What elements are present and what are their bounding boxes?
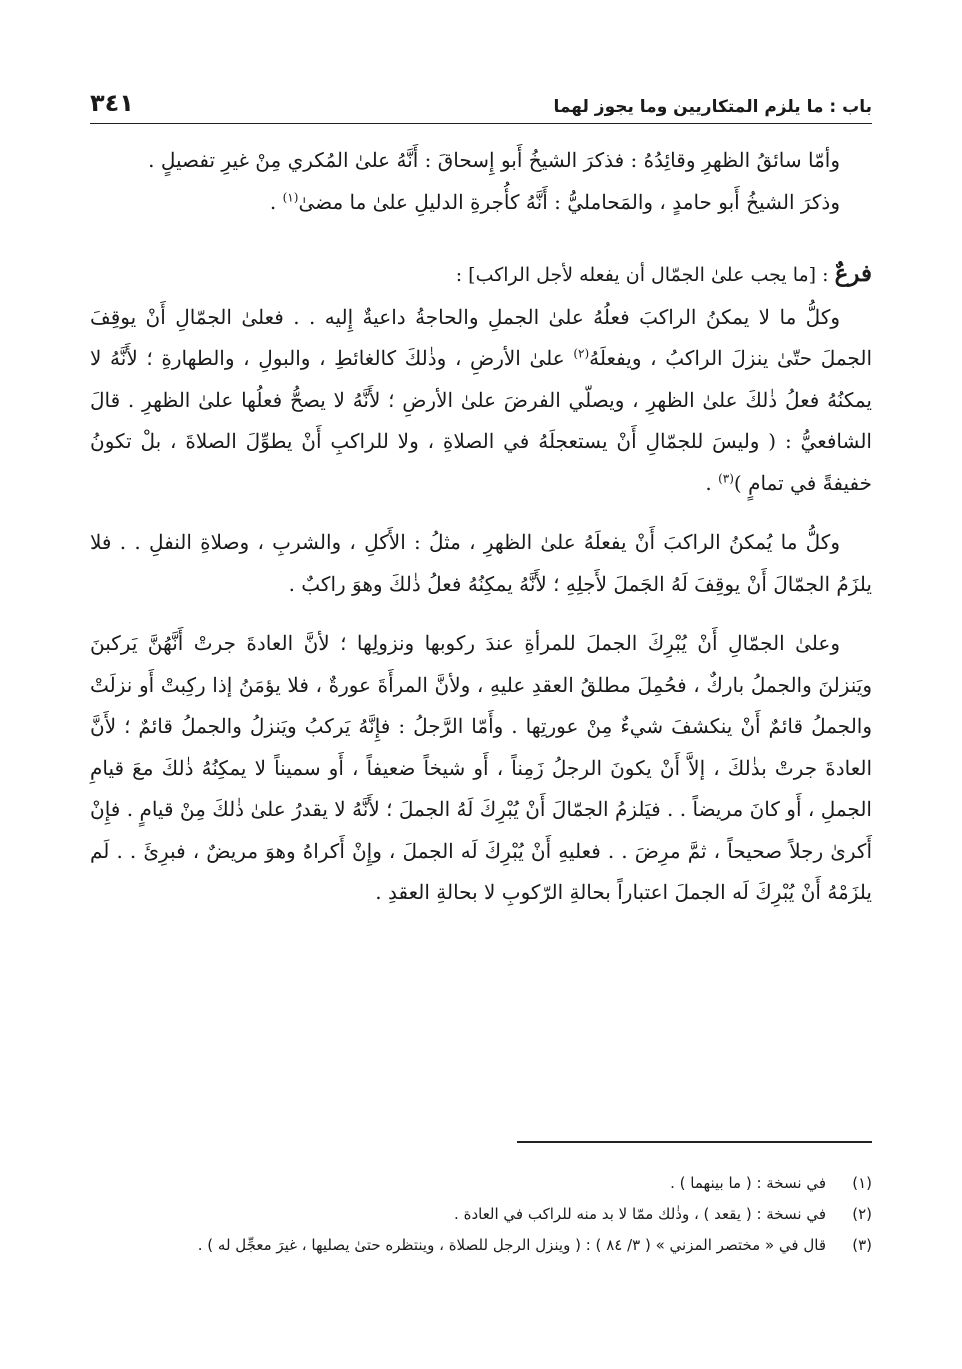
footnote-text: قال في « مختصر المزني » ( ٣/ ٨٤ ) : ( وينزل الرجل للصلاة ، وينتظره حتىٰ يصليها ، غيرَ معجِّل له ) . (197, 1236, 826, 1254)
footnote-number: (١) (852, 1174, 872, 1192)
page-header (90, 84, 872, 124)
paragraph-on-mount: وكلُّ ما يُمكنُ الراكبَ أَنْ يفعلَهُ علىٰ الظهرِ ، مثلُ : الأَكلِ ، والشربِ ، وصلاةِ النفلِ . . فلا يلزَمُ الجمّالَ أَنْ يوقِفَ لَهُ الجَملَ لأَجلِهِ ؛ لأَنَّهُ يمكِنُهُ فعلُ ذٰلكَ وهوَ راكبٌ . (90, 530, 872, 596)
footnote-number: (٣) (852, 1236, 872, 1254)
footnote-ref-1: (١) (282, 189, 299, 204)
footnote-ref-2: (٢) (573, 346, 590, 361)
footnote-text: في نسخة : ( يقعد ) ، وذٰلك ممّا لا بد منه للراكب في العادة . (454, 1205, 826, 1223)
paragraph-guide-fee (90, 182, 872, 224)
paragraph-text: وذكرَ الشيخُ أَبو حامدٍ ، والمَحامليُّ : أَنَّهُ كأُجرةِ الدليلِ علىٰ ما مضىٰ (298, 189, 840, 214)
page-number: ٣٤١ (90, 89, 134, 117)
main-text (90, 140, 872, 914)
running-title: باب : ما يلزم المتكاريين وما يجوز لهما (553, 97, 872, 117)
footnote-1 (90, 1168, 872, 1199)
branch-title: : [ما يجب علىٰ الجمّال أن يفعله لأجل الراكب] : (455, 264, 835, 286)
paragraph-text: علىٰ الأرضِ ، وذٰلكَ كالغائطِ ، والبولِ ، والطهارةِ ؛ لأَنَّهُ لا يمكنُهُ فعلُ ذٰلكَ علىٰ الظهرِ ، ويصلّي الفرضَ علىٰ الأرضِ ؛ لأَنَّهُ لا يصحُّ فعلُها علىٰ الظهرِ . قالَ الشافعيُّ : ( وليسَ للجمّالِ أَنْ يستعجلَهُ في الصلاةِ ، ولا للراكبِ أَنْ يطوِّلَ الصلاةَ ، بلْ تكونُ خفيفةً في تمامٍ ) (90, 346, 872, 495)
paragraph-text: . (705, 470, 719, 495)
footnote-2 (90, 1199, 872, 1230)
paragraph-text: . (269, 189, 283, 214)
paragraph-driver: وأمّا سائقُ الظهرِ وقائِدُهُ : فذكرَ الشيخُ أَبو إِسحاقَ : أَنَّهُ علىٰ المُكري مِنْ غيرِ تفصيلٍ . (148, 148, 840, 172)
paragraph-kneeling-camel: وعلىٰ الجمّالِ أَنْ يُبْرِكَ الجملَ للمرأةِ عندَ ركوبها ونزولِها ؛ لأنَّ العادةَ جرتْ أَنَّهُنَّ يَركبنَ ويَنزلنَ والجملُ باركٌ ، فحُمِلَ مطلقُ العقدِ عليهِ ، ولأنَّ المرأَةَ عورةٌ ، فلا يؤمَنُ إذا ركِبتْ أَو نزلَتْ والجملُ قائمٌ أَنْ ينكشفَ شيءٌ مِنْ عورتِها . وأَمّا الرَّجلُ : فإِنَّهُ يَركبُ ويَنزلُ والجملُ قائمٌ ؛ لأَنَّ العادةَ جرتْ بذٰلكَ ، إلاَّ أَنْ يكونَ الرجلُ زَمِناً ، أَو شيخاً ضعيفاً ، أَو سميناً لا يمكِنُهُ ذٰلكَ معَ قيامِ الجملِ ، أَو كانَ مريضاً . . فيَلزمُ الجمّالَ أَنْ يُبْرِكَ لَهُ الجملَ ؛ لأَنَّهُ لا يقدرُ علىٰ ذٰلكَ مِنْ قيامٍ . فإِنْ أَكرىٰ رجلاً صحيحاً ، ثمَّ مرِضَ . . فعليهِ أَنْ يُبْرِكَ لَه الجملَ ، وإِنْ أَكراهُ وهوَ مريضٌ ، فبرِئَ . . لَم يلزَمْهُ أَنْ يُبْرِكَ لَه الجملَ اعتباراً بحالةِ الرّكوبِ لا بحالةِ العقدِ . (90, 631, 872, 904)
footnote-ref-3: (٣) (718, 470, 734, 485)
paragraph-stopping-camel (90, 297, 872, 505)
paragraph-text: وكلُّ ما لا يمكنُ الراكبَ فعلُهُ علىٰ الجملِ والحاجةُ داعيةٌ إِليه . . فعلىٰ الجمّالِ أَنْ يوقِفَ الجملَ حتّىٰ ينزلَ الراكبُ ، ويفعلَهُ (90, 304, 872, 370)
footnote-number: (٢) (852, 1205, 872, 1223)
branch-heading (90, 253, 872, 297)
footnote-3 (90, 1230, 872, 1261)
footnote-separator (517, 1141, 872, 1143)
branch-word: فرعٌ (834, 260, 872, 287)
footnotes (90, 1168, 872, 1261)
footnote-text: في نسخة : ( ما بينهما ) . (670, 1174, 826, 1192)
